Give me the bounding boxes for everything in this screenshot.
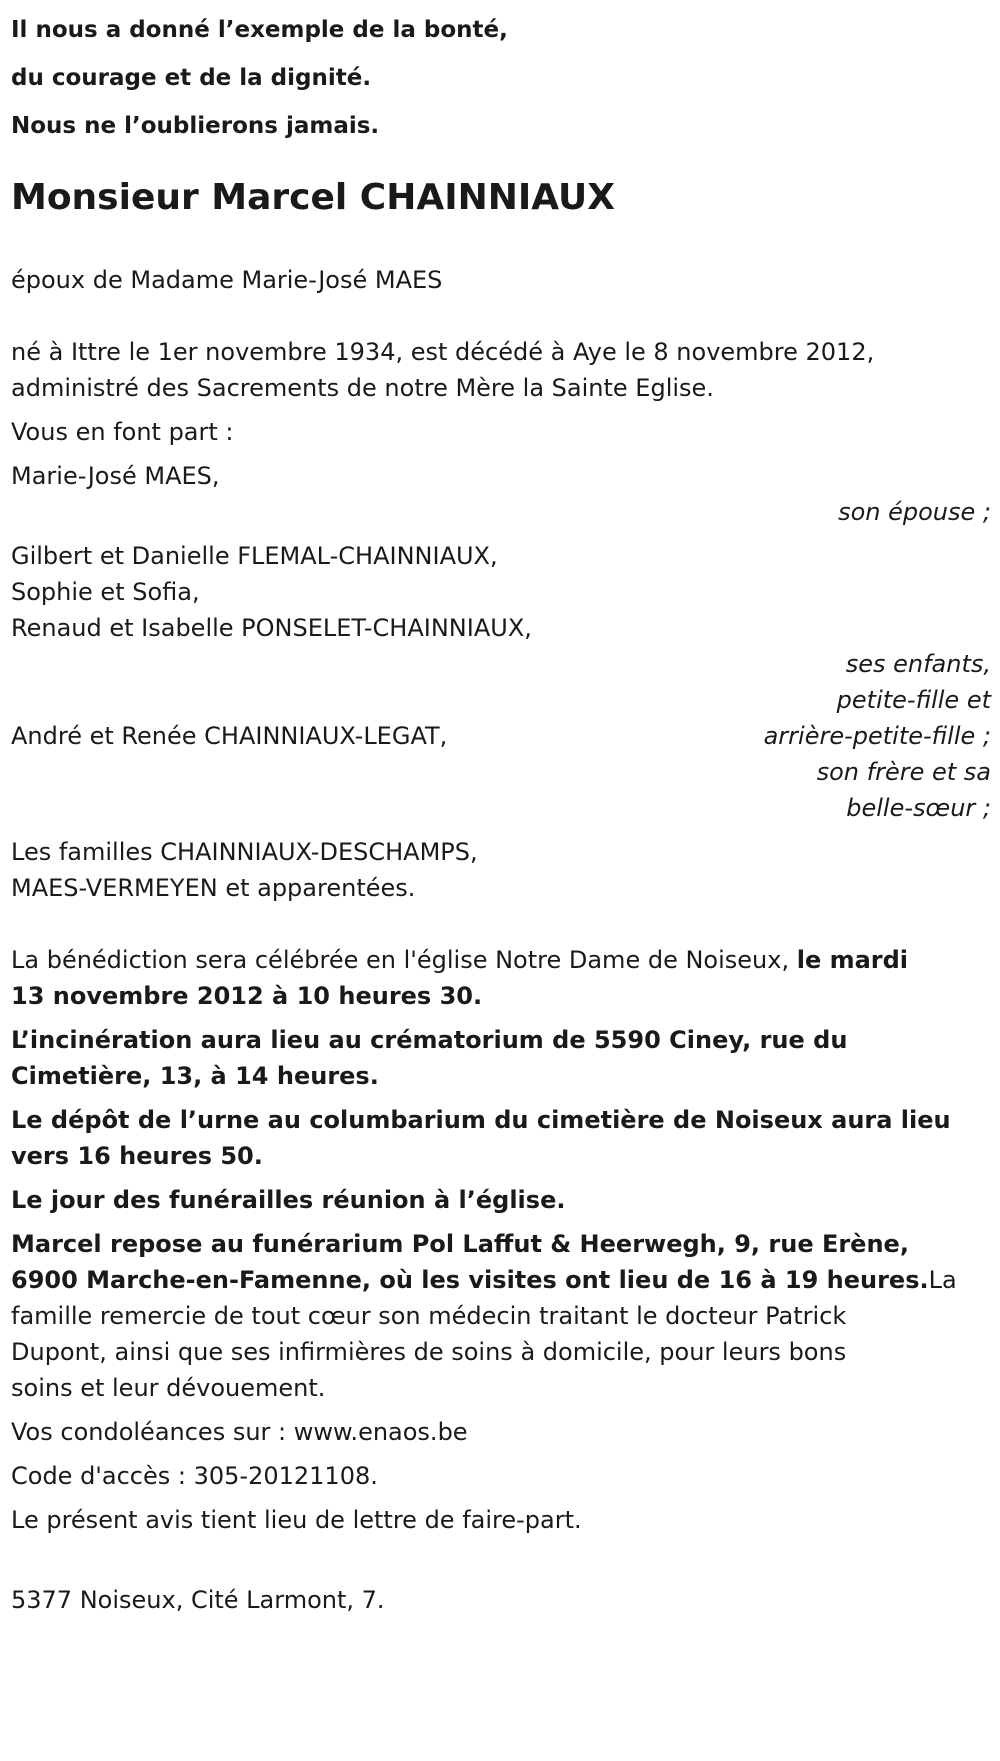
announcement-intro: Vous en font part : [11,418,234,446]
opening-verse [11,6,991,150]
benediction-line-2: 13 novembre 2012 à 10 heures 30. [11,982,483,1010]
obituary-content [11,6,991,1618]
brother-role-1: son frère et sa [816,758,991,786]
notice-line: Le présent avis tient lieu de lettre de faire-part. [11,1506,582,1534]
wife-name: Marie-José MAES, [11,462,220,490]
verse-line-3: Nous ne l’oublierons jamais. [11,113,380,139]
children-role-2: petite-fille et [836,686,991,714]
families-line-1: Les familles CHAINNIAUX-DESCHAMPS, [11,838,478,866]
thanks-line-3: Dupont, ainsi que ses infirmières de soins à domicile, pour leurs bons [11,1338,847,1366]
children-role-3: arrière-petite-fille ; [763,722,991,750]
verse-line-2: du courage et de la dignité. [11,65,372,91]
address-line: 5377 Noiseux, Cité Larmont, 7. [11,1586,385,1614]
birth-death-line-1: né à Ittre le 1er novembre 1934, est décédé à Aye le 8 novembre 2012, [11,338,875,366]
child-line-2: Sophie et Sofia, [11,578,200,606]
thanks-start: La [928,1266,957,1294]
rest-line-1: Marcel repose au funérarium Pol Laffut & Heerwegh, 9, rue Erène, [11,1230,909,1258]
brother-role-2: belle-sœur ; [846,794,991,822]
rest-line-2 [11,1262,991,1298]
thanks-line-2: famille remercie de tout cœur son médecin traitant le docteur Patrick [11,1302,847,1330]
child-line-1: Gilbert et Danielle FLEMAL-CHAINNIAUX, [11,542,498,570]
wife-role: son épouse ; [838,498,991,526]
access-code-line: Code d'accès : 305-20121108. [11,1462,378,1490]
benediction-date-start: le mardi [796,946,909,974]
thanks-line-4: soins et leur dévouement. [11,1374,326,1402]
deceased-name-title: Monsieur Marcel CHAINNIAUX [11,177,615,218]
benediction-text: La bénédiction sera célébrée en l'église Notre Dame de Noiseux, [11,946,797,974]
urn-line-2: vers 16 heures 50. [11,1142,263,1170]
spouse-line: époux de Madame Marie-José MAES [11,266,443,294]
rest-visits: 6900 Marche-en-Famenne, où les visites ont lieu de 16 à 19 heures. [11,1266,929,1294]
verse-line-1: Il nous a donné l’exemple de la bonté, [11,17,508,43]
condolences-line: Vos condoléances sur : www.enaos.be [11,1418,468,1446]
incineration-line-1: L’incinération aura lieu au crématorium de 5590 Ciney, rue du [11,1026,848,1054]
birth-death-line-2: administré des Sacrements de notre Mère la Sainte Eglise. [11,374,714,402]
brother-name: André et Renée CHAINNIAUX-LEGAT, [11,722,448,750]
child-line-3: Renaud et Isabelle PONSELET-CHAINNIAUX, [11,614,532,642]
families-line-2: MAES-VERMEYEN et apparentées. [11,874,416,902]
meeting-line: Le jour des funérailles réunion à l’église. [11,1186,566,1214]
children-role-1: ses enfants, [845,650,991,678]
incineration-line-2: Cimetière, 13, à 14 heures. [11,1062,379,1090]
benediction-line-1 [11,942,991,978]
urn-line-1: Le dépôt de l’urne au columbarium du cimetière de Noiseux aura lieu [11,1106,951,1134]
